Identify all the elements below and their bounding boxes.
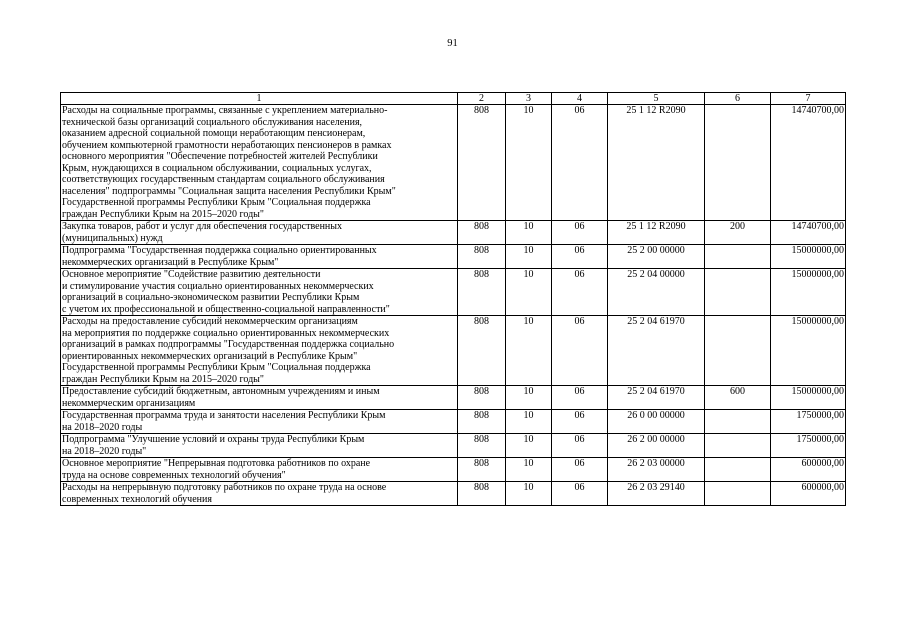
section-code: 10	[506, 434, 552, 458]
target-article-code: 26 2 03 00000	[608, 458, 705, 482]
item-name: Расходы на социальные программы, связанные с укреплением материально- технической базы организаций социального обслуживания населения, оказанием адресной социальной помощи неработающим пенсионерам, обучением компьютерной грамотности неработающих пенсионеров в рамках основного мероприятия "Обеспечение потребностей жителей Республики Крым, нуждающихся в социальном обслуживании, социальных услугах, соответствующих государственным стандартам социального обслуживания населения" подпрограммы "Социальная защита населения Республики Крым" Государственной программы Республики Крым "Социальная поддержка граждан Республики Крым на 2015–2020 годы"	[61, 105, 458, 221]
table-row	[61, 410, 846, 434]
column-header: 7	[771, 93, 846, 105]
subsection-code: 06	[552, 316, 608, 386]
amount: 14740700,00	[771, 221, 846, 245]
amount: 15000000,00	[771, 269, 846, 316]
section-code: 10	[506, 245, 552, 269]
ministry-code: 808	[458, 221, 506, 245]
target-article-code: 25 1 12 R2090	[608, 221, 705, 245]
section-code: 10	[506, 316, 552, 386]
subsection-code: 06	[552, 245, 608, 269]
header-row	[61, 93, 846, 105]
section-code: 10	[506, 221, 552, 245]
ministry-code: 808	[458, 245, 506, 269]
ministry-code: 808	[458, 482, 506, 506]
section-code: 10	[506, 458, 552, 482]
subsection-code: 06	[552, 458, 608, 482]
section-code: 10	[506, 386, 552, 410]
table-row	[61, 245, 846, 269]
column-header: 6	[705, 93, 771, 105]
ministry-code: 808	[458, 434, 506, 458]
amount: 600000,00	[771, 482, 846, 506]
item-name: Расходы на предоставление субсидий некоммерческим организациям на мероприятия по поддержке социально ориентированных некоммерческих организаций в рамках подпрограммы "Государственная поддержка социально ориентированных некоммерческих организаций в Республике Крым" Государственной программы Республики Крым "Социальная поддержка граждан Республики Крым на 2015–2020 годы"	[61, 316, 458, 386]
target-article-code: 25 1 12 R2090	[608, 105, 705, 221]
amount: 15000000,00	[771, 386, 846, 410]
column-header: 2	[458, 93, 506, 105]
target-article-code: 25 2 00 00000	[608, 245, 705, 269]
expense-type-code	[705, 105, 771, 221]
subsection-code: 06	[552, 482, 608, 506]
ministry-code: 808	[458, 410, 506, 434]
amount: 600000,00	[771, 458, 846, 482]
section-code: 10	[506, 410, 552, 434]
expense-type-code: 600	[705, 386, 771, 410]
column-header: 3	[506, 93, 552, 105]
amount: 14740700,00	[771, 105, 846, 221]
expense-type-code	[705, 482, 771, 506]
amount: 1750000,00	[771, 434, 846, 458]
subsection-code: 06	[552, 386, 608, 410]
table-row	[61, 458, 846, 482]
page-number: 91	[447, 38, 458, 49]
budget-table	[60, 92, 846, 506]
section-code: 10	[506, 269, 552, 316]
expense-type-code	[705, 316, 771, 386]
subsection-code: 06	[552, 410, 608, 434]
expense-type-code	[705, 434, 771, 458]
amount: 1750000,00	[771, 410, 846, 434]
column-header: 4	[552, 93, 608, 105]
subsection-code: 06	[552, 105, 608, 221]
item-name: Подпрограмма "Улучшение условий и охраны труда Республики Крым на 2018–2020 годы"	[61, 434, 458, 458]
subsection-code: 06	[552, 269, 608, 316]
target-article-code: 25 2 04 61970	[608, 386, 705, 410]
section-code: 10	[506, 482, 552, 506]
table-row	[61, 386, 846, 410]
table-row	[61, 434, 846, 458]
column-header: 1	[61, 93, 458, 105]
item-name: Закупка товаров, работ и услуг для обеспечения государственных (муниципальных) нужд	[61, 221, 458, 245]
table-row	[61, 316, 846, 386]
target-article-code: 26 0 00 00000	[608, 410, 705, 434]
item-name: Государственная программа труда и занятости населения Республики Крым на 2018–2020 годы	[61, 410, 458, 434]
expense-type-code	[705, 245, 771, 269]
target-article-code: 25 2 04 00000	[608, 269, 705, 316]
amount: 15000000,00	[771, 245, 846, 269]
ministry-code: 808	[458, 269, 506, 316]
table-row	[61, 269, 846, 316]
section-code: 10	[506, 105, 552, 221]
ministry-code: 808	[458, 316, 506, 386]
item-name: Предоставление субсидий бюджетным, автономным учреждениям и иным некоммерческим организациям	[61, 386, 458, 410]
subsection-code: 06	[552, 221, 608, 245]
item-name: Основное мероприятие "Содействие развитию деятельности и стимулирование участия социально ориентированных некоммерческих организаций в социально-экономическом развитии Республики Крым с учетом их профессиональной и общественно-социальной направленности"	[61, 269, 458, 316]
target-article-code: 26 2 00 00000	[608, 434, 705, 458]
amount: 15000000,00	[771, 316, 846, 386]
target-article-code: 26 2 03 29140	[608, 482, 705, 506]
ministry-code: 808	[458, 458, 506, 482]
column-header: 5	[608, 93, 705, 105]
expense-type-code	[705, 458, 771, 482]
table-row	[61, 105, 846, 221]
expense-type-code	[705, 269, 771, 316]
item-name: Основное мероприятие "Непрерывная подготовка работников по охране труда на основе современных технологий обучения"	[61, 458, 458, 482]
ministry-code: 808	[458, 386, 506, 410]
expense-type-code: 200	[705, 221, 771, 245]
table-row	[61, 482, 846, 506]
item-name: Расходы на непрерывную подготовку работников по охране труда на основе современных технологий обучения	[61, 482, 458, 506]
table-row	[61, 221, 846, 245]
target-article-code: 25 2 04 61970	[608, 316, 705, 386]
item-name: Подпрограмма "Государственная поддержка социально ориентированных некоммерческих организаций в Республике Крым"	[61, 245, 458, 269]
expense-type-code	[705, 410, 771, 434]
ministry-code: 808	[458, 105, 506, 221]
subsection-code: 06	[552, 434, 608, 458]
